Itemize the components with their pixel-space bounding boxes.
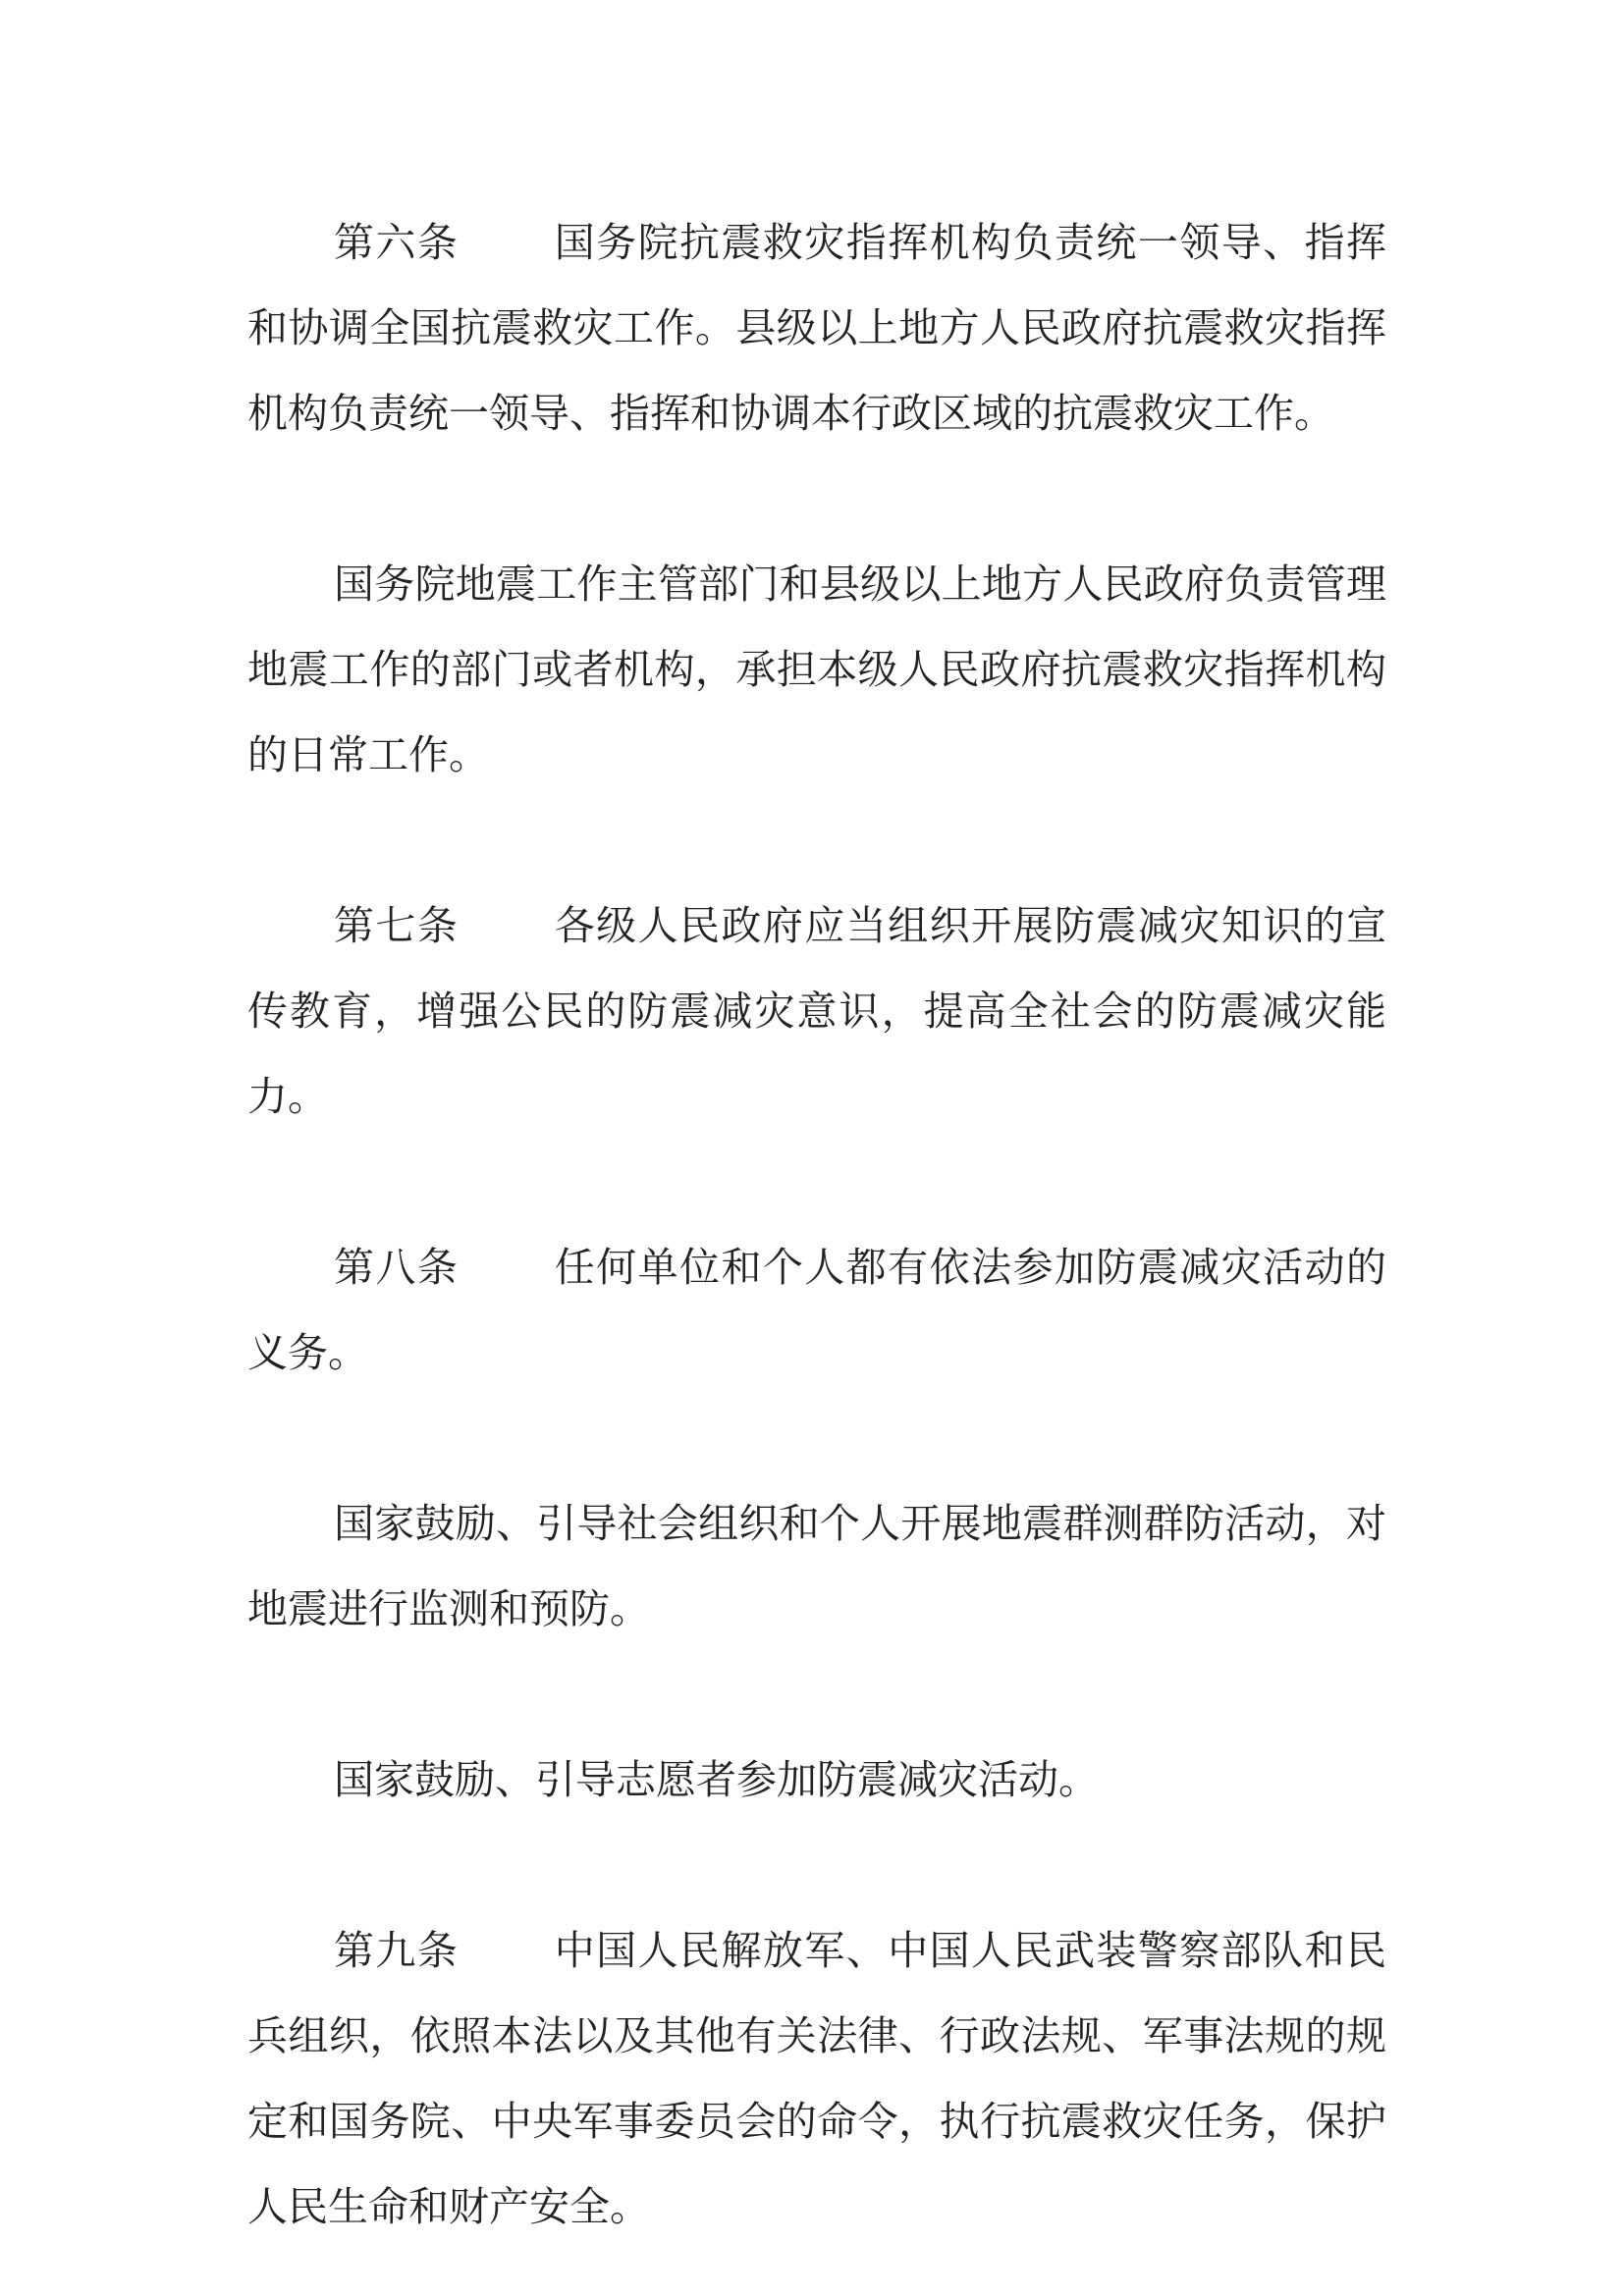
article-9-number: 第九条 — [334, 1927, 460, 1974]
article-7-text: 各级人民政府应当组织开展防震减灾知识的宣传教育，增强公民的防震减灾意识，提高全社会的防震减灾能力。 — [247, 902, 1387, 1120]
article-6-number: 第六条 — [334, 219, 460, 266]
article-7-number: 第七条 — [334, 902, 460, 949]
article-9-text: 中国人民解放军、中国人民武装警察部队和民兵组织，依照本法以及其他有关法律、行政法规、军事法规的规定和国务院、中央军事委员会的命令，执行抗震救灾任务，保护人民生命和财产安全。 — [247, 1927, 1387, 2230]
article-6-paragraph-2 — [247, 542, 1386, 798]
article-8-text-2: 国家鼓励、引导社会组织和个人开展地震群测群防活动，对地震进行监测和预防。 — [247, 1500, 1386, 1632]
article-6-paragraph — [247, 200, 1386, 456]
article-8-paragraph — [247, 1225, 1386, 1396]
article-8-text-3: 国家鼓励、引导志愿者参加防震减灾活动。 — [334, 1756, 1099, 1803]
article-8-number: 第八条 — [334, 1244, 460, 1291]
document-body — [247, 200, 1386, 2250]
article-8-paragraph-2 — [247, 1481, 1386, 1652]
article-9-paragraph — [247, 1908, 1386, 2250]
article-8-paragraph-3 — [247, 1737, 1386, 1823]
article-6-text: 国务院抗震救灾指挥机构负责统一领导、指挥和协调全国抗震救灾工作。县级以上地方人民政府抗震救灾指挥机构负责统一领导、指挥和协调本行政区域的抗震救灾工作。 — [247, 219, 1387, 437]
article-7-paragraph — [247, 883, 1386, 1140]
article-8-text: 任何单位和个人都有依法参加防震减灾活动的义务。 — [247, 1244, 1387, 1376]
article-6-text-2: 国务院地震工作主管部门和县级以上地方人民政府负责管理地震工作的部门或者机构，承担本级人民政府抗震救灾指挥机构的日常工作。 — [247, 561, 1386, 778]
